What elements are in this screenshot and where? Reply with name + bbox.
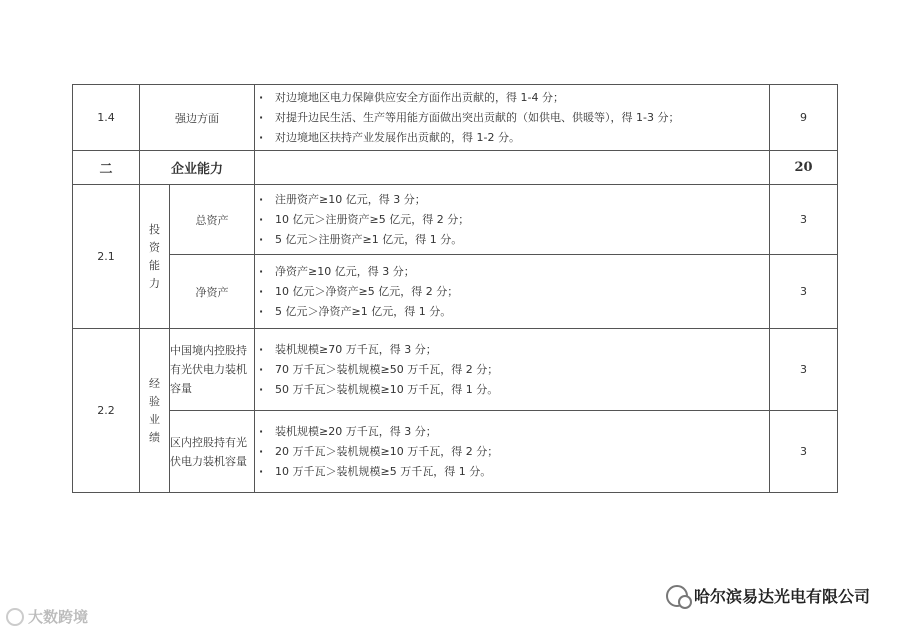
wechat-icon (666, 585, 688, 607)
criteria-item: · 5 亿元＞净资产≥1 亿元，得 1 分。 (255, 302, 769, 322)
row-number: 2.1 (73, 185, 140, 329)
sub-item-name: 中国境内控股持有光伏电力装机容量 (170, 329, 255, 411)
watermark-text: 哈尔滨易达光电有限公司 (693, 587, 870, 606)
criteria-item: · 装机规模≥70 万千瓦，得 3 分； (255, 340, 769, 360)
criteria-item: · 10 亿元＞注册资产≥5 亿元，得 2 分； (255, 210, 769, 230)
table-row-2-2a (73, 329, 838, 411)
category-label: 投资能力 (140, 185, 170, 329)
table-row-2-1a (73, 185, 838, 255)
criteria-cell (255, 411, 770, 493)
sub-item-name: 净资产 (170, 255, 255, 329)
table-row-1-4 (73, 85, 838, 151)
category-label: 经验业绩 (140, 329, 170, 493)
table-row-2-2b (73, 411, 838, 493)
criteria-item: · 净资产≥10 亿元，得 3 分； (255, 262, 769, 282)
section-score: 20 (770, 151, 838, 185)
sub-item-name: 总资产 (170, 185, 255, 255)
logo-icon (6, 608, 24, 626)
criteria-item: · 10 万千瓦＞装机规模≥5 万千瓦，得 1 分。 (255, 462, 769, 482)
score-cell: 3 (770, 255, 838, 329)
criteria-item: · 50 万千瓦＞装机规模≥10 万千瓦，得 1 分。 (255, 380, 769, 400)
section-row-2 (73, 151, 838, 185)
criteria-cell (255, 329, 770, 411)
criteria-item: · 20 万千瓦＞装机规模≥10 万千瓦，得 2 分； (255, 442, 769, 462)
table-row-2-1b (73, 255, 838, 329)
scoring-table (72, 84, 838, 493)
criteria-item: · 70 万千瓦＞装机规模≥50 万千瓦，得 2 分； (255, 360, 769, 380)
criteria-item: · 对边境地区扶持产业发展作出贡献的，得 1-2 分。 (255, 128, 769, 148)
criteria-cell (255, 185, 770, 255)
item-name: 强边方面 (140, 85, 255, 151)
criteria-cell (255, 85, 770, 151)
criteria-cell (255, 255, 770, 329)
score-cell: 3 (770, 185, 838, 255)
criteria-item: · 对边境地区电力保障供应安全方面作出贡献的，得 1-4 分； (255, 88, 769, 108)
score-cell: 3 (770, 329, 838, 411)
row-number: 2.2 (73, 329, 140, 493)
corner-watermark-text: 大数跨境 (28, 608, 89, 626)
criteria-item: · 5 亿元＞注册资产≥1 亿元，得 1 分。 (255, 230, 769, 250)
row-number: 1.4 (73, 85, 140, 151)
section-number: 二 (73, 151, 140, 185)
criteria-item: · 注册资产≥10 亿元，得 3 分； (255, 190, 769, 210)
score-cell: 3 (770, 411, 838, 493)
wechat-watermark (666, 584, 870, 607)
criteria-item: · 对提升边民生活、生产等用能方面做出突出贡献的（如供电、供暖等），得 1-3 分； (255, 108, 769, 128)
corner-watermark (6, 606, 88, 627)
criteria-item: · 10 亿元＞净资产≥5 亿元，得 2 分； (255, 282, 769, 302)
empty-cell (255, 151, 770, 185)
score-cell: 9 (770, 85, 838, 151)
criteria-item: · 装机规模≥20 万千瓦，得 3 分； (255, 422, 769, 442)
sub-item-name: 区内控股持有光伏电力装机容量 (170, 411, 255, 493)
section-title: 企业能力 (140, 151, 255, 185)
